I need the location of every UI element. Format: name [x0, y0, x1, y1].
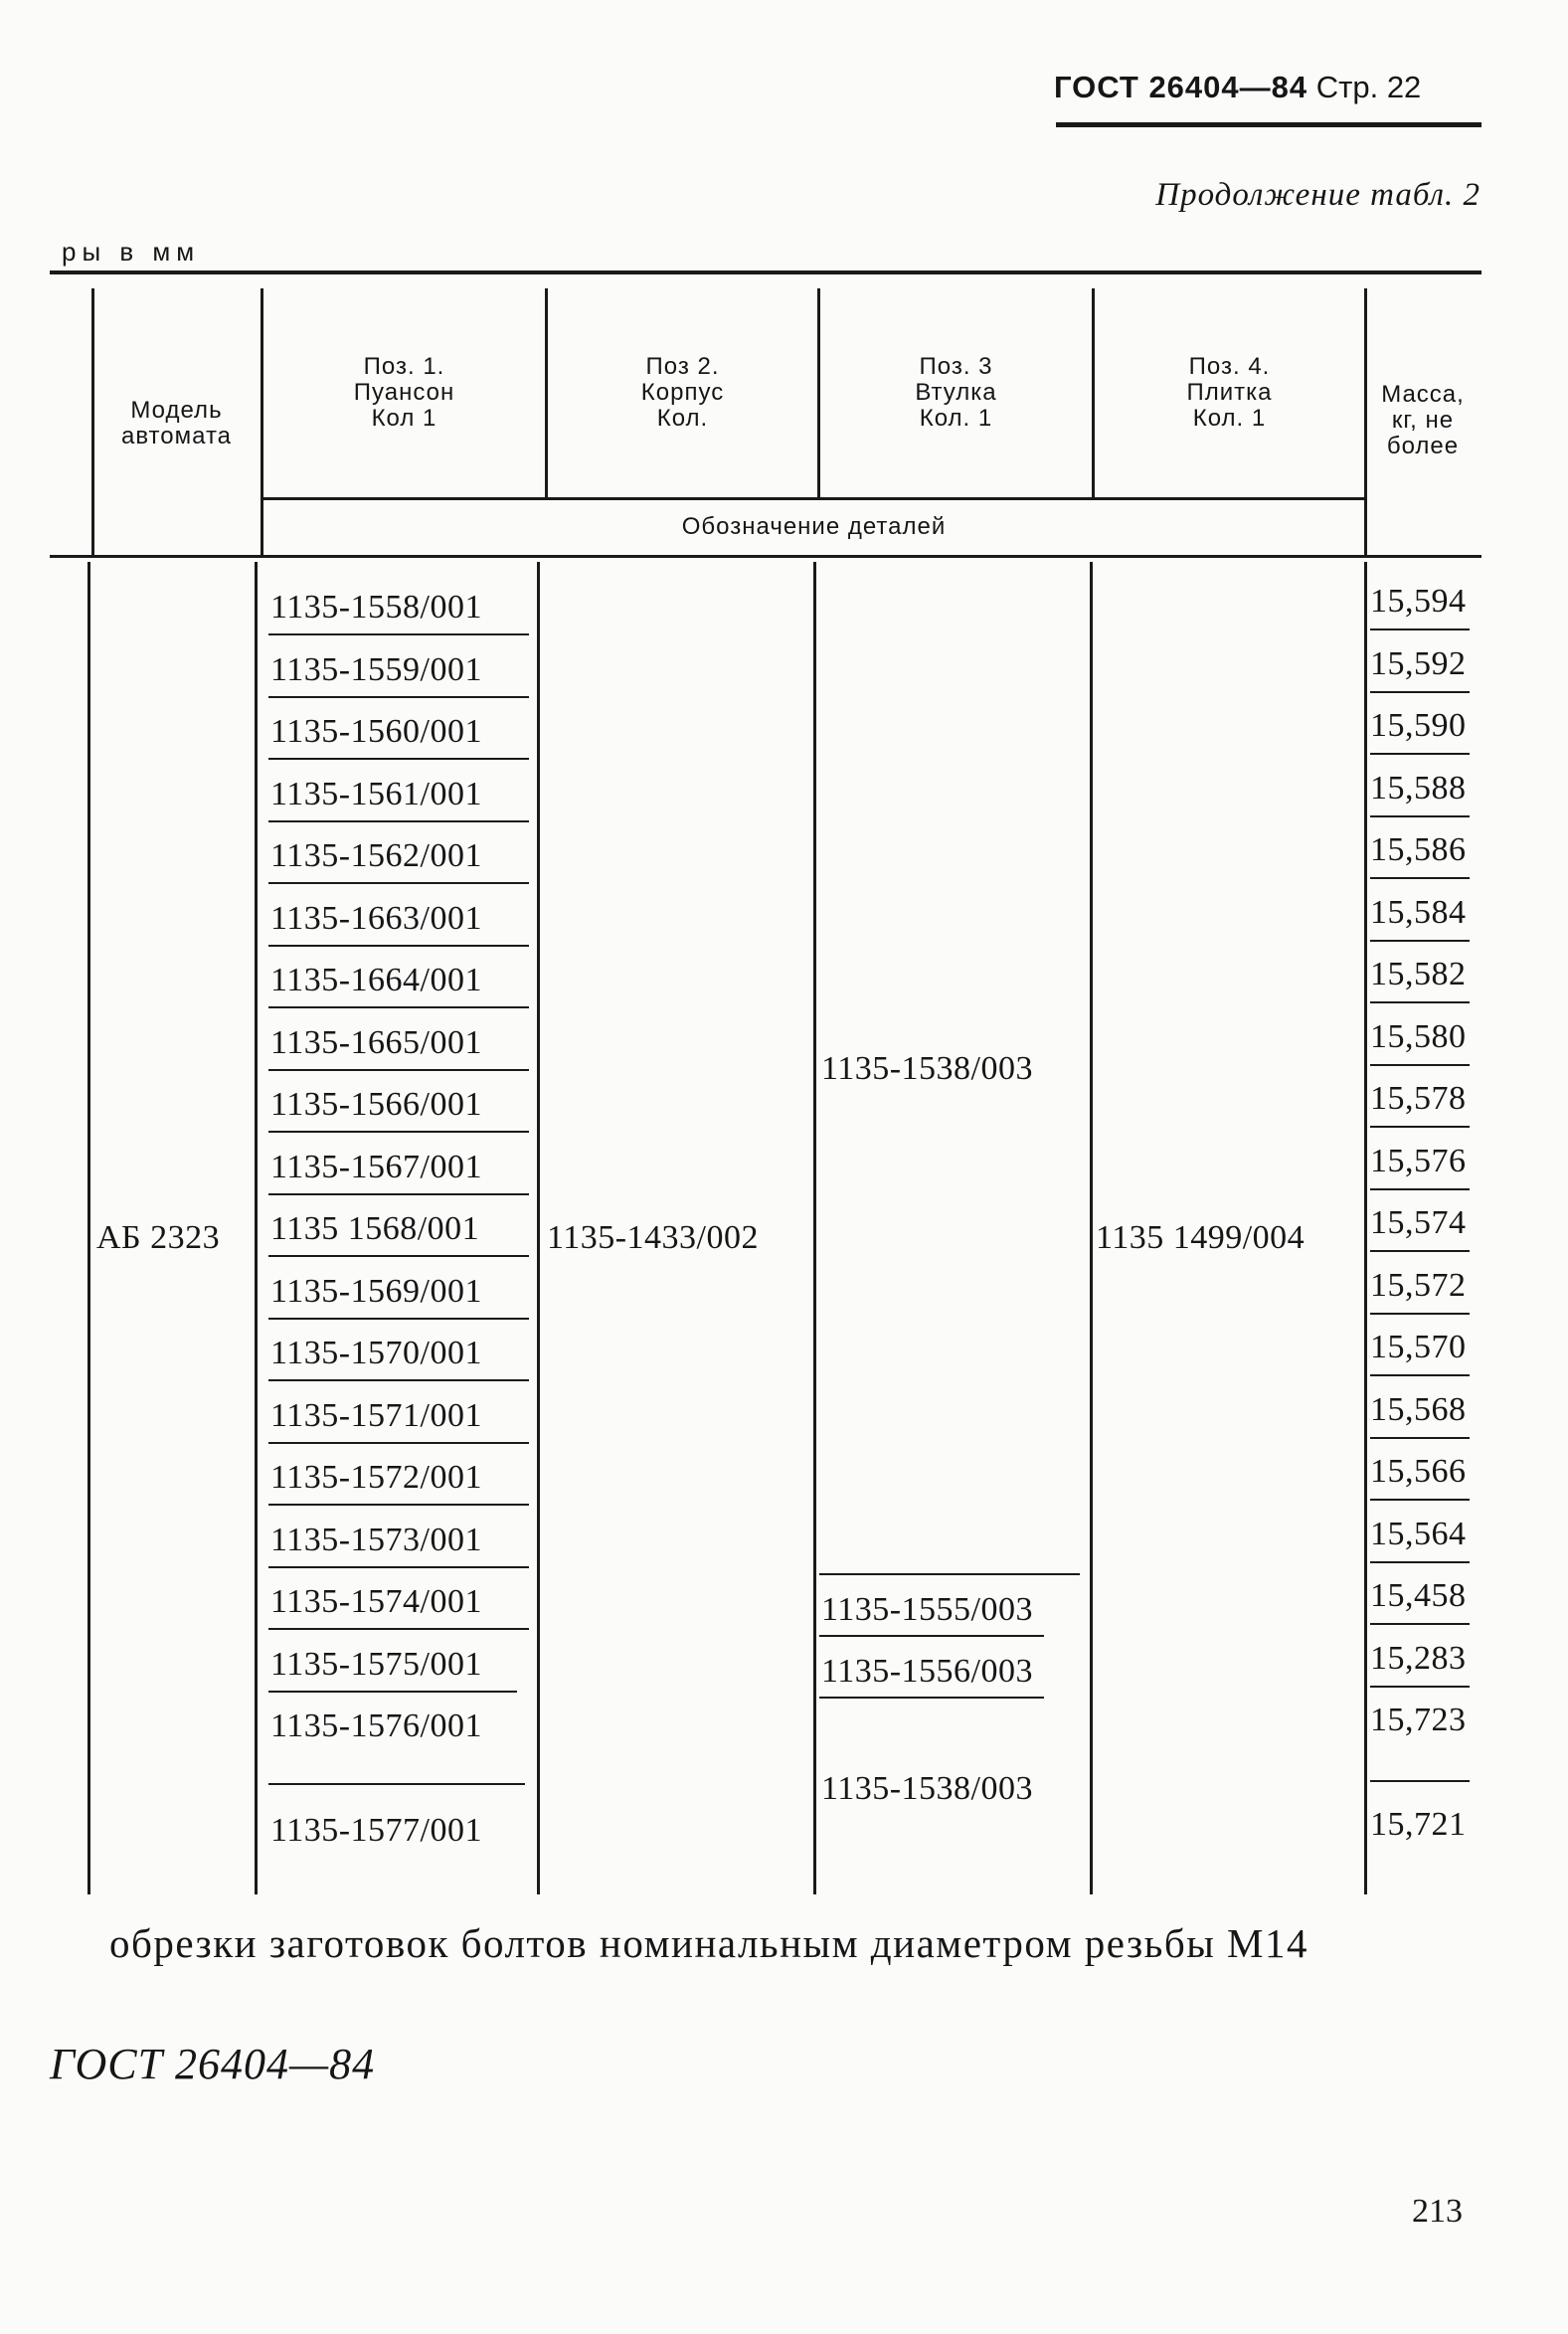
header-pos2-line-3: Кол.	[656, 405, 709, 432]
pos1-underline	[268, 1504, 529, 1506]
model-cell: АБ 2323	[96, 1219, 221, 1256]
header-pos4	[1095, 354, 1364, 432]
pos1-cell: 1135 1568/001	[270, 1210, 480, 1247]
page-number: 213	[1412, 2193, 1463, 2230]
pos3-cell-3: 1135-1556/003	[821, 1653, 1034, 1690]
header-mass-line-2: кг, не	[1391, 407, 1455, 434]
mass-cell: 15,584	[1370, 893, 1467, 931]
mass-underline	[1370, 877, 1470, 879]
header-pos3-line-1: Поз. 3	[919, 353, 993, 380]
mass-underline	[1370, 691, 1470, 693]
pos1-cell: 1135-1665/001	[270, 1023, 483, 1061]
mass-underline	[1370, 815, 1470, 817]
header-pos3	[820, 354, 1092, 432]
pos1-cell: 1135-1566/001	[270, 1086, 483, 1123]
page-header	[1054, 70, 1421, 105]
standard-code: ГОСТ 26404—84	[1054, 70, 1308, 104]
table-caption: обрезки заготовок болтов номинальным диаметром резьбы М14	[109, 1920, 1308, 1966]
header-pos2-line-2: Корпус	[640, 379, 725, 406]
pos1-underline	[268, 1255, 529, 1257]
pos1-cell: 1135-1573/001	[270, 1521, 483, 1558]
pos1-underline	[268, 696, 529, 698]
mass-underline	[1370, 753, 1470, 755]
mass-cell: 15,574	[1370, 1204, 1467, 1241]
mass-cell: 15,588	[1370, 769, 1467, 807]
mass-cell: 15,564	[1370, 1515, 1467, 1552]
mass-cell: 15,592	[1370, 644, 1467, 682]
mass-underline	[1370, 1374, 1470, 1376]
mass-underline	[1370, 1250, 1470, 1252]
header-pos4-line-1: Поз. 4.	[1188, 353, 1271, 380]
body-vline-6	[1364, 562, 1367, 1894]
pos1-underline	[268, 1193, 529, 1195]
pos1-underline	[268, 1318, 529, 1320]
pos1-cell: 1135-1663/001	[270, 899, 483, 937]
header-pos1-line-1: Поз. 1.	[363, 353, 445, 380]
header-pos4-line-2: Плитка	[1186, 379, 1273, 406]
mass-underline	[1370, 1126, 1470, 1128]
table-header-bottom-rule	[50, 555, 1481, 558]
designation-rule	[261, 497, 1364, 500]
header-mass-line-1: Масса,	[1381, 381, 1465, 408]
pos3-rule-2	[819, 1635, 1044, 1637]
pos1-underline	[268, 1783, 525, 1785]
mass-cell: 15,723	[1370, 1702, 1467, 1738]
pos1-cell: 1135-1561/001	[270, 775, 483, 812]
pos1-cell: 1135-1562/001	[270, 837, 483, 874]
pos1-underline	[268, 1691, 517, 1693]
mass-cell: 15,576	[1370, 1142, 1467, 1179]
pos1-cell: 1135-1571/001	[270, 1396, 483, 1434]
footer-standard: ГОСТ 26404—84	[50, 2040, 376, 2088]
pos1-cell: 1135-1575/001	[270, 1645, 483, 1683]
mass-underline	[1370, 940, 1470, 942]
mass-underline	[1370, 1623, 1470, 1625]
pos1-cell: 1135-1569/001	[270, 1272, 483, 1310]
pos1-underline	[268, 1628, 529, 1630]
body-vline-4	[813, 562, 816, 1894]
header-pos4-line-3: Кол. 1	[1192, 405, 1267, 432]
mass-underline	[1370, 1780, 1470, 1782]
header-model-line-2: автомата	[120, 423, 233, 449]
pos1-underline	[268, 820, 529, 822]
mass-cell: 15,580	[1370, 1017, 1467, 1055]
pos3-rule-1	[819, 1573, 1080, 1575]
pos1-cell: 1135-1567/001	[270, 1148, 483, 1185]
mass-cell: 15,572	[1370, 1266, 1467, 1304]
header-pos2	[548, 354, 817, 432]
mass-cell: 15,568	[1370, 1390, 1467, 1428]
pos3-rule-3	[819, 1697, 1044, 1699]
mass-cell: 15,578	[1370, 1080, 1467, 1117]
pos1-underline	[268, 758, 529, 760]
mass-underline	[1370, 1313, 1470, 1315]
mass-cell: 15,458	[1370, 1577, 1467, 1614]
header-pos3-line-3: Кол. 1	[919, 405, 993, 432]
header-mass-line-3: более	[1386, 433, 1460, 459]
mass-cell: 15,566	[1370, 1453, 1467, 1490]
pos1-cell: 1135-1559/001	[270, 650, 483, 688]
table-top-rule	[50, 270, 1481, 274]
pos3-cell-4: 1135-1538/003	[821, 1770, 1034, 1807]
body-vline-5	[1090, 562, 1093, 1894]
header-pos1-line-3: Кол 1	[371, 405, 437, 432]
mass-underline	[1370, 1064, 1470, 1066]
table-continuation-label: Продолжение табл. 2	[1155, 177, 1481, 213]
pos1-cell: 1135-1572/001	[270, 1459, 483, 1496]
mass-cell: 15,594	[1370, 583, 1467, 620]
pos1-underline	[268, 1379, 529, 1381]
header-mass	[1368, 382, 1478, 459]
header-pos2-line-1: Поз 2.	[645, 353, 720, 380]
pos1-cell: 1135-1577/001	[270, 1812, 483, 1849]
mass-underline	[1370, 1499, 1470, 1501]
units-label: ры в мм	[62, 237, 201, 267]
mass-underline	[1370, 1188, 1470, 1190]
pos1-underline	[268, 1566, 529, 1568]
pos1-underline	[268, 945, 529, 947]
header-underline	[1056, 122, 1481, 127]
mass-cell: 15,590	[1370, 707, 1467, 744]
mass-underline	[1370, 1561, 1470, 1563]
pos2-cell: 1135-1433/002	[547, 1219, 760, 1256]
mass-underline	[1370, 1001, 1470, 1003]
pos1-cell: 1135-1574/001	[270, 1583, 483, 1620]
body-vline-1	[87, 562, 90, 1894]
mass-cell: 15,570	[1370, 1329, 1467, 1365]
header-vline-6	[1364, 288, 1367, 555]
header-pos1	[263, 354, 545, 432]
pos3-cell-1: 1135-1538/003	[821, 1050, 1034, 1087]
body-vline-3	[537, 562, 540, 1894]
pos1-cell: 1135-1570/001	[270, 1335, 483, 1371]
pos1-cell: 1135-1558/001	[270, 589, 483, 626]
pos3-cell-2: 1135-1555/003	[821, 1591, 1034, 1628]
body-vline-2	[255, 562, 258, 1894]
pos1-cell: 1135-1560/001	[270, 713, 483, 750]
pos1-underline	[268, 1131, 529, 1133]
pos4-cell: 1135 1499/004	[1096, 1219, 1306, 1256]
pos1-cell: 1135-1576/001	[270, 1707, 483, 1744]
pos1-underline	[268, 882, 529, 884]
pos1-underline	[268, 1442, 529, 1444]
mass-cell: 15,586	[1370, 831, 1467, 868]
header-designation: Обозначение деталей	[681, 513, 947, 540]
mass-underline	[1370, 1686, 1470, 1688]
header-pos3-line-2: Втулка	[915, 379, 997, 406]
header-pos1-line-2: Пуансон	[353, 379, 455, 406]
mass-cell: 15,582	[1370, 956, 1467, 992]
pos1-underline	[268, 1069, 529, 1071]
mass-underline	[1370, 628, 1470, 630]
mass-cell: 15,721	[1370, 1806, 1467, 1843]
pos1-cell: 1135-1664/001	[270, 962, 483, 998]
pos1-underline	[268, 633, 529, 635]
page-label: Стр. 22	[1315, 70, 1422, 104]
header-model-line-1: Модель	[130, 397, 223, 424]
pos1-underline	[268, 1006, 529, 1008]
header-model	[94, 398, 259, 449]
mass-underline	[1370, 1437, 1470, 1439]
mass-cell: 15,283	[1370, 1639, 1467, 1677]
